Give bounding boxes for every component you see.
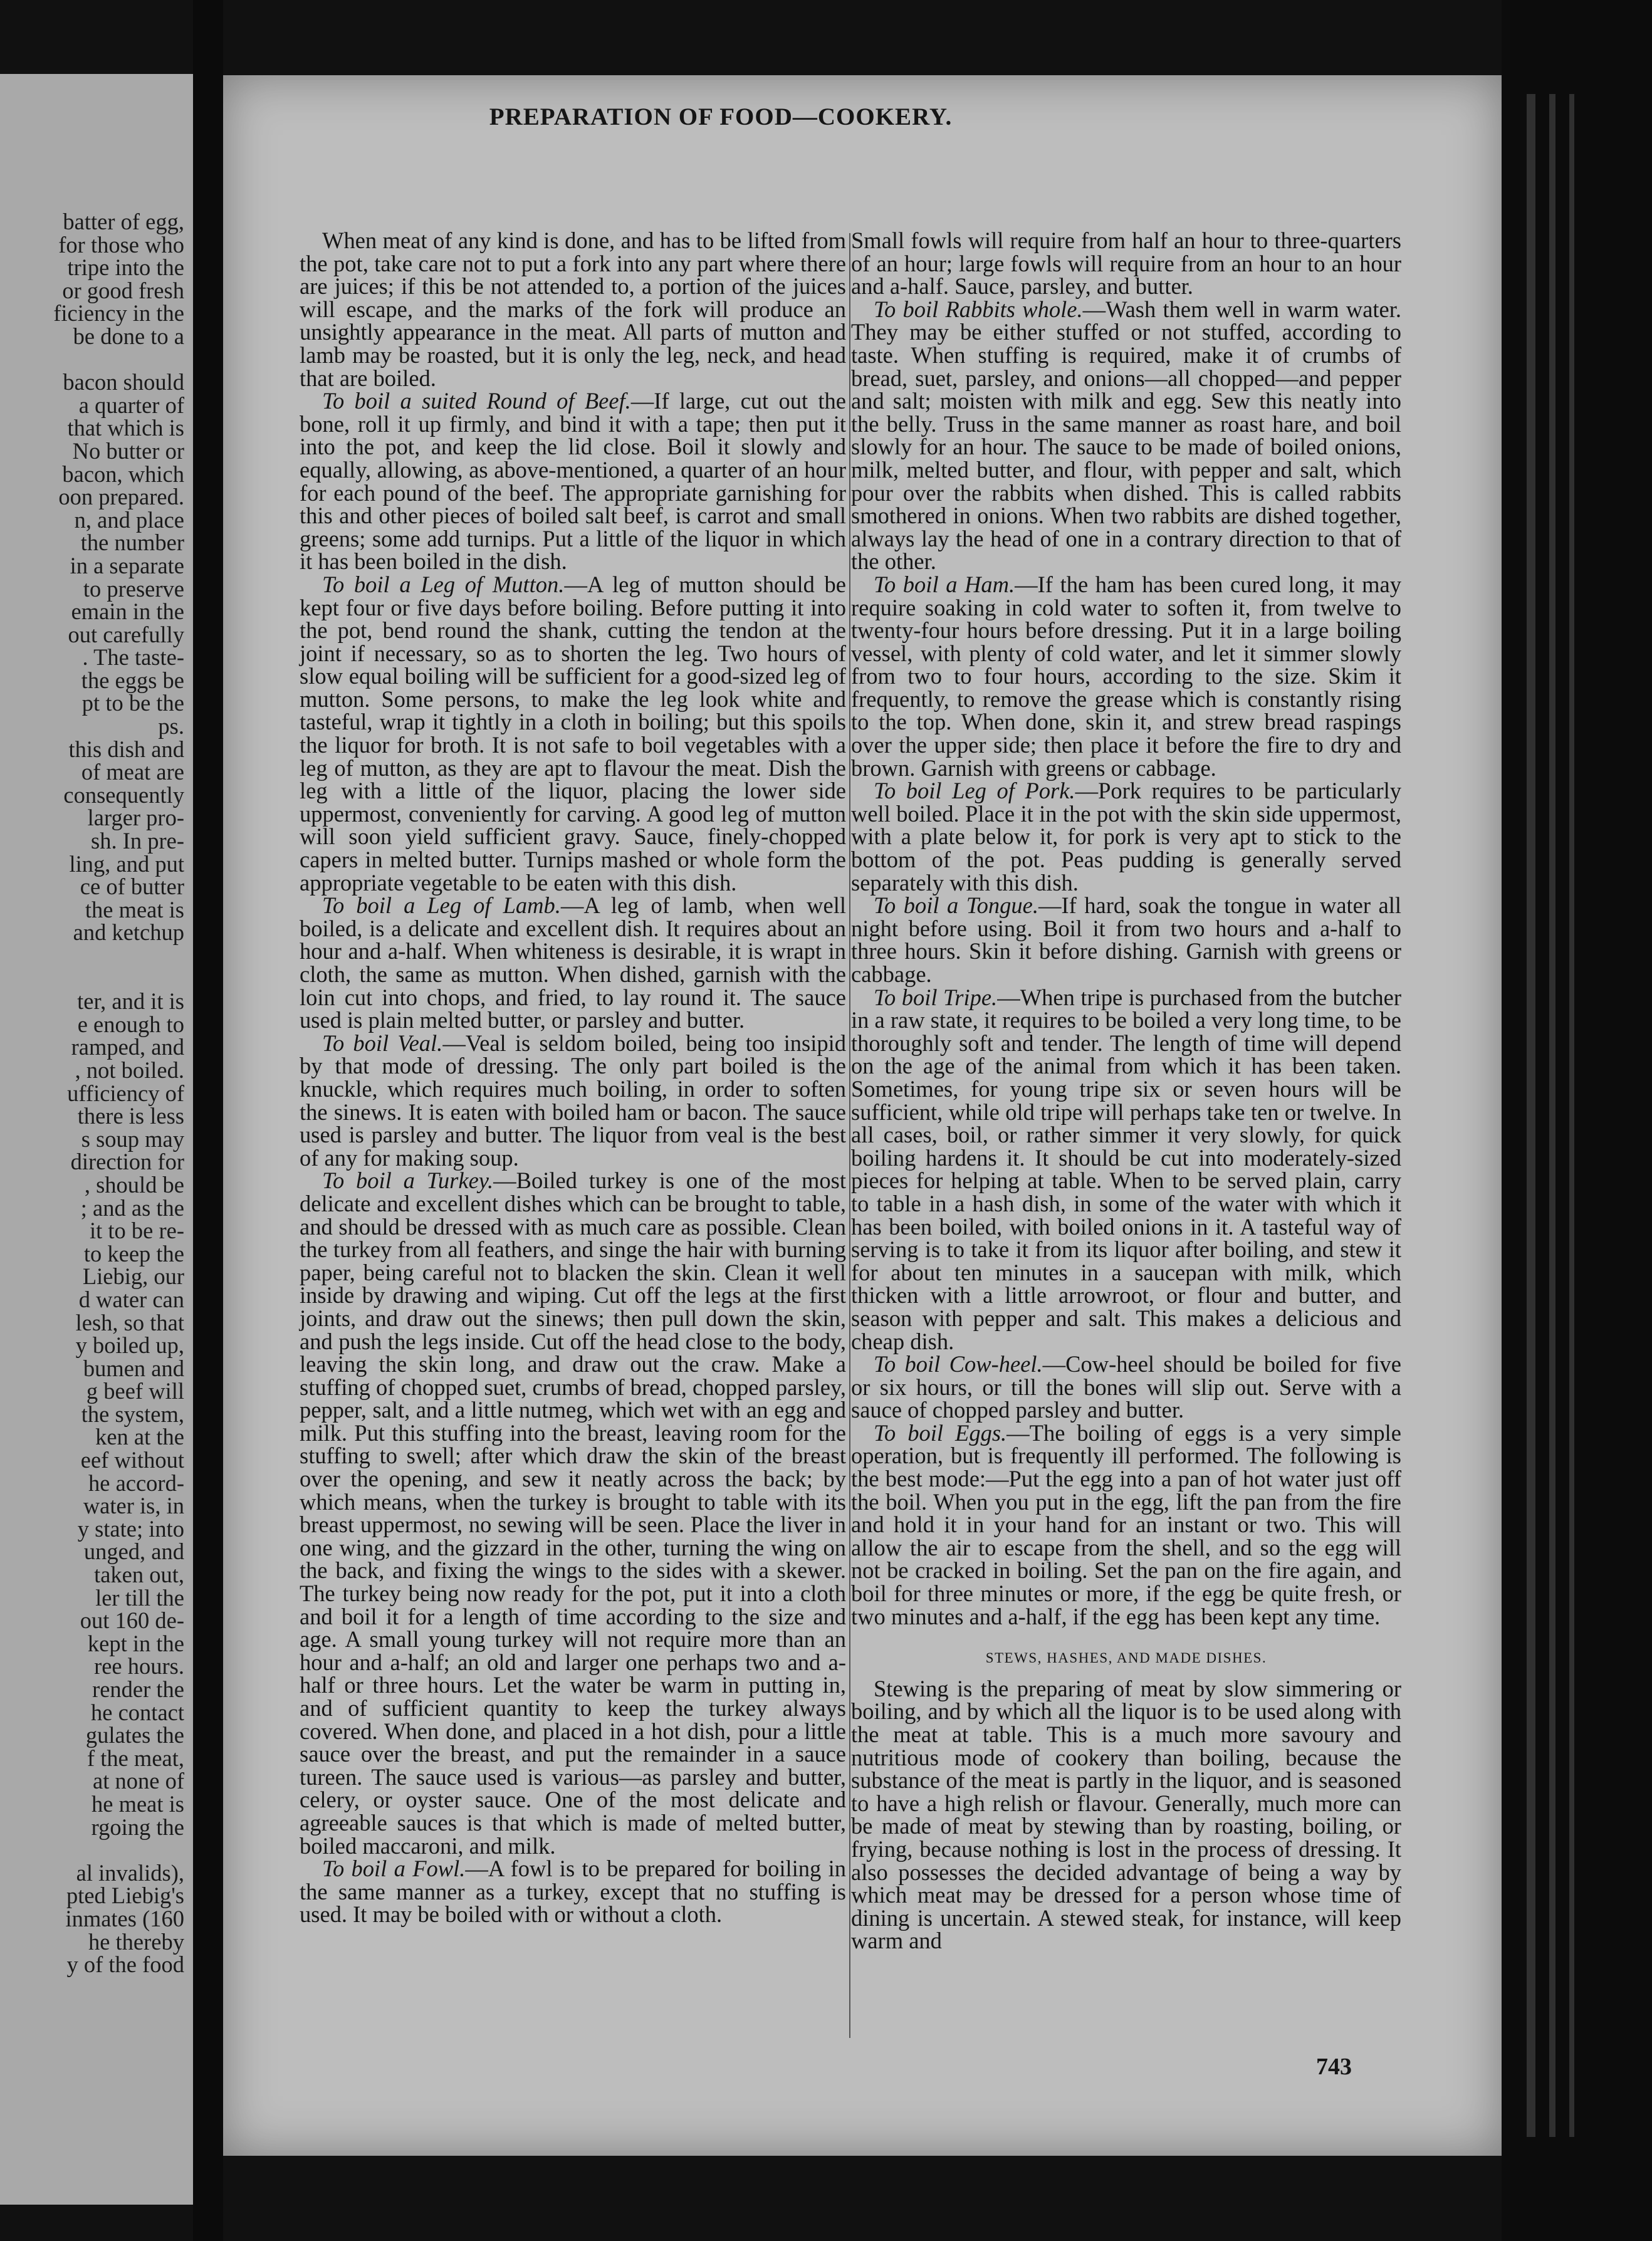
- recipe-title: To boil a suited Round of Beef.: [322, 388, 631, 414]
- page-number: 743: [1316, 2054, 1352, 2080]
- facing-page-line: bumen and: [83, 1355, 184, 1381]
- recipe-text: —A fowl is to be prepared for boiling in the same manner as a turkey, except that no stuffing is used. It may be boiled with or without a cloth.: [300, 1856, 846, 1928]
- facing-page-line: of meat are: [81, 759, 184, 785]
- facing-page-line: inmates (160: [65, 1905, 184, 1931]
- facing-page-line: eef without: [80, 1447, 184, 1473]
- facing-page-line: a quarter of: [78, 392, 184, 418]
- facing-page-line: he meat is: [91, 1790, 184, 1817]
- facing-page-line: for those who: [58, 231, 184, 258]
- facing-page-line: tripe into the: [67, 254, 184, 281]
- recipe-title: To boil Cow-heel.: [874, 1351, 1043, 1377]
- section-heading: STEWS, HASHES, AND MADE DISHES.: [985, 1650, 1267, 1666]
- facing-page-line: f the meat,: [86, 1745, 184, 1771]
- facing-page-line: ken at the: [95, 1424, 184, 1450]
- recipe-paragraph: [300, 1857, 846, 1926]
- facing-page-line: [0, 968, 184, 991]
- recipe-title: To boil Eggs.: [874, 1419, 1007, 1446]
- facing-page-line: larger pro-: [87, 805, 184, 831]
- edge-stripe: [1569, 94, 1574, 2137]
- facing-page-line: be done to a: [73, 323, 184, 349]
- facing-page-line: rgoing the: [91, 1814, 184, 1840]
- facing-page-line: in a separate: [70, 552, 184, 578]
- recipe-text: —Boiled turkey is one of the most delicate and excellent dishes which can be brought to table, and should be dressed with as much care as possible. Clean the turkey from all feathers, and singe the hair with burning paper, being careful not to blacken the skin. Clean it well inside by drawing and wiping. Cut off the legs at the first joints, and draw out the sinews; then pull down the skin, and push the legs inside. Cut off the head close to the body, leaving the skin long, and draw out the craw. Make a stuffing of chopped suet, crumbs of bread, chopped parsley, pepper, salt, and a little nutmeg, which wet with an egg and milk. Put this stuffing into the breast, leaving room for the stuffing to swell; after which draw the skin of the breast over the opening, and sew it neatly across the back; by which means, when the turkey is brought to table with its breast uppermost, no sewing will be seen. Place the liver in one wing, and the gizzard in the other, turning the wing on the back, and fixing the wings to the sides with a skewer. The turkey being now ready for the pot, put it into a cloth and boil it for a length of time according to the size and age. A small young turkey will not require more than an hour and a-half; an old and larger one perhaps two and a-half or three hours. Let the water be warm in putting in, and of sufficient quantity to keep the turkey always covered. When done, and placed in a hot dish, pour a little sauce over the breast, and put the remainder in a sauce tureen. The sauce used is various—as parsley and butter, celery, or oyster sauce. One of the most delicate and agreeable sauces is that which is made of melted butter, boiled maccaroni, and milk.: [300, 1168, 846, 1859]
- facing-page-line: to keep the: [83, 1240, 184, 1267]
- facing-page-line: ficiency in the: [53, 300, 184, 326]
- book-gutter: [193, 0, 223, 2241]
- recipe-title: To boil a Leg of Lamb.: [322, 892, 561, 919]
- recipe-paragraph: [300, 894, 846, 1032]
- recipe-paragraph: [851, 298, 1401, 573]
- facing-page-line: lesh, so that: [75, 1309, 184, 1335]
- facing-page-line: s soup may: [81, 1126, 184, 1152]
- facing-page-line: ramped, and: [71, 1034, 184, 1060]
- recipe-title: To boil a Leg of Mutton.: [322, 571, 565, 597]
- facing-page-line: y state; into: [77, 1515, 184, 1542]
- facing-page-line: at none of: [93, 1768, 184, 1794]
- recipe-paragraph: [851, 573, 1401, 780]
- facing-page-line: ps.: [158, 713, 184, 739]
- recipe-title: To boil a Ham.: [874, 571, 1015, 597]
- facing-page-line: al invalids),: [76, 1859, 184, 1886]
- facing-page-line: [0, 944, 184, 968]
- facing-page-line: [0, 348, 184, 372]
- facing-page-line: out carefully: [68, 621, 184, 647]
- facing-page-line: ; and as the: [80, 1194, 184, 1221]
- facing-page-line: ter, and it is: [77, 988, 184, 1015]
- facing-page-line: , should be: [84, 1171, 184, 1198]
- recipe-title: To boil Tripe.: [874, 984, 998, 1010]
- facing-page-line: that which is: [67, 415, 184, 441]
- facing-page-line: he contact: [91, 1699, 184, 1725]
- recipe-text: —The boiling of eggs is a very simple operation, but is frequently ill performed. The following is the best mode:—Put the egg into a pan of hot water just off the boil. When you put in the egg, lift the pan from the fire and hold it in your hand for an instant or two. This will allow the air to escape from the shell, and so the egg will not be cracked in boiling. Set the pan on the fire again, and boil for three minutes or more, if the egg be quite fresh, or two minutes and a-half, if the egg has been kept any time.: [851, 1419, 1401, 1629]
- recipe-paragraph: [851, 780, 1401, 894]
- recipe-paragraph: [300, 573, 846, 894]
- recipe-text: —A leg of lamb, when well boiled, is a delicate and excellent dish. It requires about an hour and a-half. When whiteness is desirable, it is wrapt in cloth, the same as mutton. When dished, garnish with the loin cut into chops, and fried, to lay round it. The sauce used is plain melted butter, or parsley and butter.: [300, 892, 846, 1033]
- body-paragraph: Small fowls will require from half an hour to three-quarters of an hour; large fowls will require from an hour to an hour and a-half. Sauce, parsley, and butter.: [851, 227, 1401, 300]
- recipe-paragraph: [300, 390, 846, 573]
- recipe-title: To boil Leg of Pork.: [874, 778, 1075, 804]
- facing-page-line: y of the food: [66, 1951, 184, 1978]
- facing-page-line: bacon should: [63, 369, 184, 395]
- body-paragraph: When meat of any kind is done, and has to be lifted from the pot, take care not to put a fork into any part where there are juices; if this be not attended to, a portion of the juices will escape, and the marks of the fork will produce an unsightly appearance in the meat. All parts of mutton and lamb may be roasted, but it is only the leg, neck, and head that are boiled.: [300, 227, 846, 391]
- facing-page-line: it to be re-: [89, 1218, 184, 1244]
- facing-page-line: pted Liebig's: [66, 1883, 184, 1909]
- facing-page-text: [0, 211, 184, 1977]
- page-edge: [1502, 0, 1652, 2241]
- recipe-text: —If hard, soak the tongue in water all night before using. Boil it from two hours and a-half to three hours. Skin it before dishing. Garnish with greens or cabbage.: [851, 892, 1401, 987]
- recipe-paragraph: [851, 1419, 1401, 1629]
- facing-page-fragment: [0, 74, 193, 2205]
- recipe-text: —Veal is seldom boiled, being too insipid by that mode of dressing. The only part boiled is the knuckle, which requires much boiling, in order to soften the sinews. It is eaten with boiled ham or bacon. The sauce used is parsley and butter. The liquor from veal is the best of any for making soup.: [300, 1030, 846, 1171]
- recipe-text: —Cow-heel should be boiled for five or six hours, or till the bones will slip out. Serve with a sauce of chopped parsley and butter.: [851, 1351, 1401, 1423]
- facing-page-line: the system,: [81, 1401, 184, 1427]
- facing-page-line: he thereby: [88, 1928, 184, 1955]
- facing-page-line: batter of egg,: [63, 209, 184, 234]
- facing-page-line: oon prepared.: [58, 484, 184, 510]
- facing-page-line: pt to be the: [81, 690, 184, 716]
- body-paragraph: Stewing is the preparing of meat by slow simmering or boiling, and by which all the liquor is to be used along with the meat at table. This is a much more savoury and nutritious mode of cookery than boiling, because the substance of the meat is partly in the liquor, and is seasoned to have a high relish or flavour. Generally, much more can be made of meat by stewing than by roasting, boiling, or frying, because nothing is lost in the process of dressing. It also possesses the decided advantage of being a way by which meat may be dressed for a person whose time of dining is uncertain. A stewed steak, for instance, will keep warm and: [851, 1675, 1401, 1954]
- facing-page-line: this dish and: [68, 736, 184, 762]
- recipe-title: To boil a Tongue.: [874, 892, 1038, 919]
- text-column-right: [851, 229, 1401, 1953]
- facing-page-line: ling, and put: [69, 850, 184, 877]
- recipe-title: To boil Veal.: [322, 1030, 443, 1056]
- facing-page-line: ler till the: [95, 1584, 184, 1611]
- facing-page-line: ree hours.: [94, 1653, 184, 1679]
- facing-page-line: d water can: [78, 1286, 184, 1312]
- facing-page-line: unged, and: [83, 1538, 184, 1565]
- facing-page-line: Liebig, our: [82, 1263, 184, 1290]
- facing-page-line: No butter or: [72, 437, 184, 464]
- facing-page-line: sh. In pre-: [91, 828, 184, 854]
- recipe-text: —If large, cut out the bone, roll it up firmly, and bind it with a tape; then put it into the pot, and keep the lid close. Boil it slowly and equally, allowing, as above-mentioned, a quarter of an hour for each pound of the beef. The appropriate garnishing for this and other pieces of boiled salt beef, is carrot and small greens; some add turnips. Put a little of the liquor in which it has been boiled in the dish.: [300, 388, 846, 575]
- recipe-text: —When tripe is purchased from the butcher in a raw state, it requires to be boiled a very long time, to be thoroughly soft and tender. The length of time will depend on the age of the animal from which it has been taken. Sometimes, for young tripe six or seven hours will be sufficient, while old tripe will perhaps take ten or twelve. In all cases, boil, or rather simmer it very slowly, for quick boiling hardens it. It should be cut into moderately-sized pieces for helping at table. When to be served plain, carry to table in a hash dish, in some of the water with which it has been boiled, with boiled onions in it. A tasteful way of serving is to take it from its liquor after boiling, and stew it for about ten minutes in a saucepan with milk, which thicken with a little arrowroot, or flour and butter, and season with pepper and salt. This makes a delicious and cheap dish.: [851, 984, 1401, 1354]
- facing-page-line: gulates the: [85, 1722, 184, 1748]
- column-divider: [849, 233, 850, 2038]
- facing-page-line: kept in the: [87, 1630, 184, 1656]
- facing-page-line: the meat is: [85, 896, 184, 922]
- recipe-paragraph: [851, 894, 1401, 986]
- recipe-paragraph: [300, 1169, 846, 1857]
- facing-page-line: or good fresh: [62, 277, 184, 303]
- facing-page-line: consequently: [63, 781, 184, 808]
- facing-page-line: , not boiled.: [75, 1057, 184, 1083]
- recipe-text: —If the ham has been cured long, it may require soaking in cold water to soften it, from twelve to twenty-four hours before dressing. Put it in a large boiling vessel, with plenty of cold water, and let it simmer slowly from two to four hours, according to the size. Skim it frequently, to remove the grease which is constantly rising to the top. When done, skin it, and strew bread raspings over the upper side; then place it before the fire to dry and brown. Garnish with greens or cabbage.: [851, 571, 1402, 781]
- facing-page-line: to preserve: [83, 575, 184, 602]
- facing-page-line: water is, in: [83, 1493, 184, 1519]
- facing-page-line: the eggs be: [81, 667, 184, 693]
- recipe-title: To boil a Turkey.: [322, 1168, 494, 1194]
- facing-page-line: [0, 1839, 184, 1862]
- facing-page-line: out 160 de-: [80, 1607, 184, 1634]
- facing-page-line: there is less: [77, 1103, 184, 1129]
- facing-page-line: g beef will: [86, 1378, 184, 1404]
- page-header: PREPARATION OF FOOD—COOKERY.: [489, 103, 953, 130]
- facing-page-line: direction for: [70, 1149, 184, 1175]
- facing-page-line: ce of butter: [80, 874, 184, 900]
- recipe-paragraph: [851, 1353, 1401, 1422]
- recipe-text: —A leg of mutton should be kept four or five days before boiling. Before putting it into the pot, bend round the shank, cutting the tendon at the joint if necessary, so as to shorten the leg. Two hours of slow equal boiling will be sufficient for a good-sized leg of mutton. Some persons, to make the leg look white and tasteful, wrap it tightly in a cloth in boiling; but this spoils the liquor for broth. It is not safe to boil vegetables with a leg of mutton, as they are apt to flavour the meat. Dish the leg with a little of the liquor, placing the lower side uppermost, conveniently for carving. A good leg of mutton will soon yield sufficient gravy. Sauce, finely-chopped capers in melted butter. Turnips mashed or whole form the appropriate vegetable to be eaten with this dish.: [300, 571, 846, 896]
- facing-page-line: bacon, which: [62, 461, 184, 487]
- facing-page-line: the number: [80, 530, 184, 556]
- edge-stripe: [1527, 94, 1535, 2137]
- recipe-paragraph: [300, 1032, 846, 1170]
- edge-stripe: [1549, 94, 1555, 2137]
- facing-page-line: taken out,: [94, 1562, 184, 1588]
- facing-page-line: emain in the: [71, 598, 184, 625]
- facing-page-line: and ketchup: [73, 919, 184, 946]
- facing-page-line: he accord-: [88, 1470, 184, 1496]
- facing-page-line: . The taste-: [82, 644, 184, 671]
- facing-page-line: ufficiency of: [67, 1080, 184, 1106]
- facing-page-line: e enough to: [77, 1011, 184, 1037]
- recipe-text: —Wash them well in warm water. They may be either stuffed or not stuffed, according to taste. When stuffing is required, make it of crumbs of bread, suet, parsley, and onions—all chopped—and pepper and salt; moisten with milk and egg. Sew this neatly into the belly. Truss in the same manner as roast hare, and boil slowly for an hour. The sauce to be made of boiled onions, milk, melted butter, and flour, with pepper and salt, which pour over the rabbits when dished. This is called rabbits smothered in onions. When two rabbits are dished together, always lay the head of one in a contrary direction to that of the other.: [851, 296, 1401, 575]
- facing-page-line: y boiled up,: [75, 1332, 184, 1359]
- facing-page-line: n, and place: [74, 506, 184, 533]
- recipe-title: To boil Rabbits whole.: [874, 296, 1083, 322]
- recipe-paragraph: [851, 986, 1401, 1354]
- facing-page-line: render the: [92, 1676, 184, 1702]
- recipe-title: To boil a Fowl.: [322, 1856, 466, 1882]
- recipe-text: —Pork requires to be particularly well boiled. Place it in the pot with the skin side uppermost, with a plate below it, for pork is very apt to stick to the bottom of the pot. Peas pudding is generally served separately with this dish.: [851, 778, 1401, 896]
- text-column-left: [300, 229, 846, 1926]
